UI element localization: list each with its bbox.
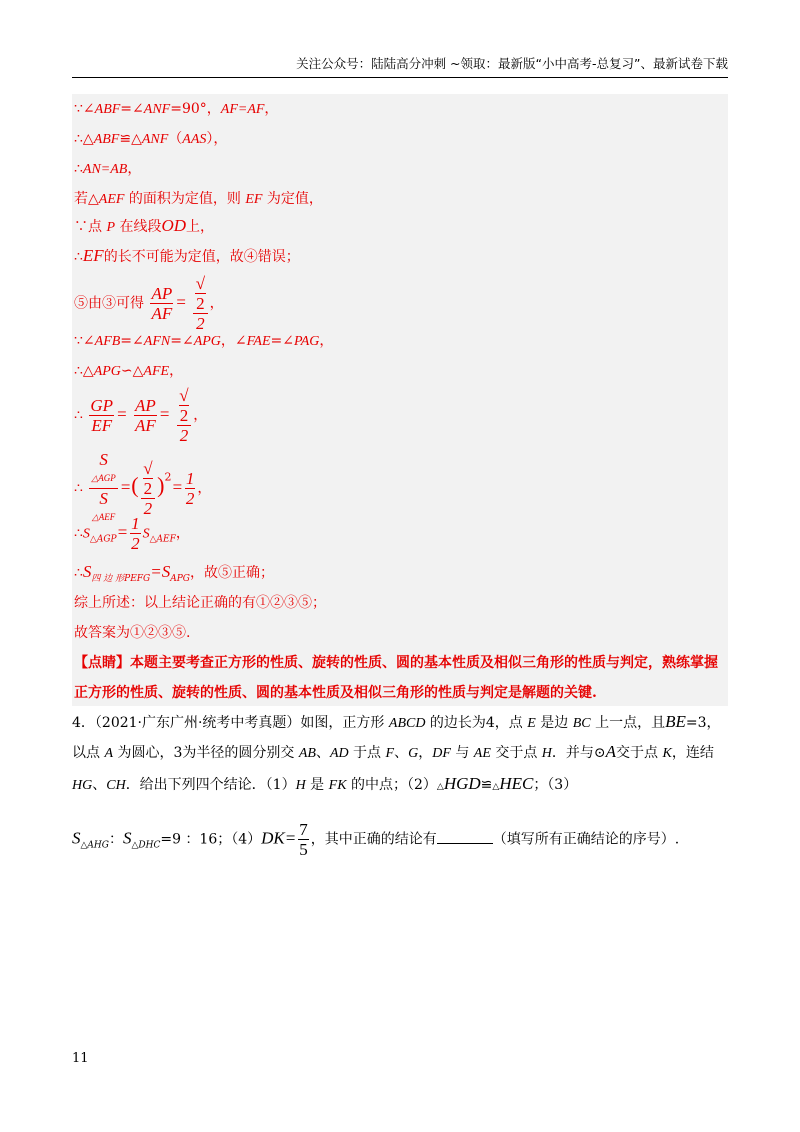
solution-line-11: ∴ S △AGP S △AEF =( √ 2 2 )$^2$= $\frac{1}{2}$ ，: [74, 450, 211, 527]
fraction-1-2: $\frac{1}{2}$: [185, 469, 195, 508]
solution-line-3: ∴AN=AB，: [74, 161, 142, 177]
fraction-gp-ef: $\frac{GP}{EF}$: [90, 396, 114, 435]
solution-box: [72, 94, 728, 706]
question-line-1: 4．（2021·广东广州·统考中考真题）如图，正方形 ABCD 的边长为4，点 E 是边 BC 上一点，且BE=3，: [72, 712, 721, 731]
fraction-ap-af: $\frac{AP}{AF}$: [151, 284, 173, 323]
fraction-sqrt2-2-c: √ 2 2: [141, 459, 156, 518]
fraction-7-5: $\frac{7}{5}$: [299, 820, 308, 859]
fraction-sqrt2-2-b: √ 2 2: [177, 386, 192, 445]
solution-line-5: ∵点 P 在线段OD上，: [74, 216, 215, 235]
solution-line-10: ∴ $\frac{GP}{EF}$ = $\frac{AP}{AF}$ = √ 2 2 ，: [74, 386, 208, 445]
answer-blank[interactable]: [437, 831, 493, 844]
page-number: 11: [72, 1051, 89, 1066]
solution-line-7: ⑤由③可得 $\frac{AP}{AF}$ = √ 2 2 ，: [74, 274, 224, 333]
question-line-4: $S_{\triangle AHG}$：$S_{\triangle DHC}=9$ ：16；（4）DK= $\frac{7}{5}$ ，其中正确的结论有 （填写所有正确结论的序号）.: [72, 820, 680, 859]
solution-line-16: 【点睛】本题主要考查正方形的性质、旋转的性质、圆的基本性质及相似三角形的性质与判定，熟练掌握: [74, 655, 718, 671]
fraction-area-ratio: S △AGP S △AEF: [91, 450, 116, 522]
question-line-3: HG、CH．给出下列四个结论．（1）H 是 FK 的中点；（2）△HGD≌△HEC；（3）: [72, 774, 578, 793]
solution-line-1: ∵∠ABF=∠ANF=90°，AF=AF，: [74, 101, 279, 117]
fraction-1-2-b: $\frac{1}{2}$: [131, 514, 140, 553]
fraction-ap-af-2: $\frac{AP}{AF}$: [134, 396, 156, 435]
solution-line-2: ∴△ABF≌△ANF（AAS），: [74, 131, 228, 147]
solution-line-6: ∴EF的长不可能为定值，故④错误；: [74, 246, 300, 265]
page-header: [72, 54, 728, 78]
solution-line-12: $\therefore S_{\triangle AGP}=$ $\frac{1}{2}$ $S_{\triangle AEF}$，: [74, 514, 190, 553]
header-text: 关注公众号：陆陆高分冲刺 ~领取：最新版“小中高考-总复习”、最新试卷下载: [296, 56, 728, 71]
fraction-sqrt2-2: √ 2 2: [193, 274, 208, 333]
solution-line-13: $\therefore S_{四 边 形PEFG}=S_{APG}$，故⑤正确；: [74, 562, 274, 584]
tip-label: 【点睛】: [74, 655, 130, 671]
solution-line-15: 故答案为①②③⑤.: [74, 625, 191, 641]
solution-line-9: ∴△APG∽△AFE，: [74, 363, 184, 379]
solution-line-17: 正方形的性质、旋转的性质、圆的基本性质及相似三角形的性质与判定是解题的关键.: [74, 685, 597, 701]
solution-line-4: 若△AEF 的面积为定值，则 EF 为定值，: [74, 191, 323, 207]
solution-line-8: ∵∠AFB=∠AFN=∠APG，∠FAE=∠PAG，: [74, 333, 334, 349]
question-line-2: 以点 A 为圆心，3为半径的圆分别交 AB、AD 于点 F、G，DF 与 AE 交于点 H．并与⊙A交于点 K，连结: [72, 742, 714, 761]
solution-line-14: 综上所述：以上结论正确的有①②③⑤；: [74, 595, 326, 611]
